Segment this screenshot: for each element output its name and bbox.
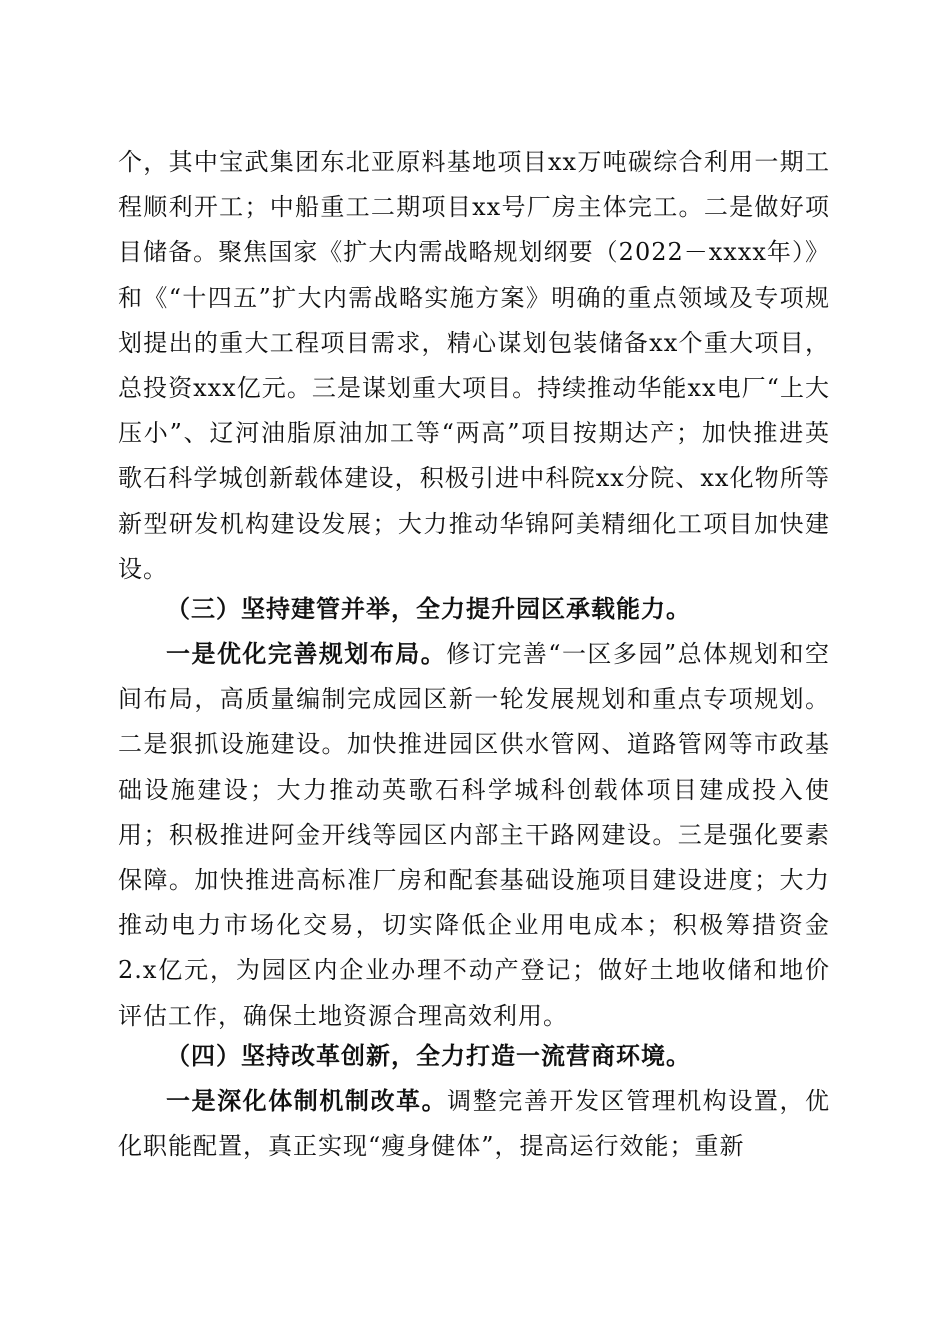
paragraph-body-text: 调整完善开发区管理机构设置，优化职能配置，真正实现“瘦身健体”，提高运行效能；重新 bbox=[118, 1087, 831, 1161]
paragraph-park-capacity bbox=[118, 632, 830, 1039]
section-heading-3: （三）坚持建管并举，全力提升园区承载能力。 bbox=[166, 595, 691, 623]
paragraph-body-text: 修订完善“一区多园”总体规划和空间布局，高质量编制完成园区新一轮发展规划和重点专项规划。二是狠抓设施建设。加快推进园区供水管网、道路管网等市政基础设施建设；大力推动英歌石科学城科创载体项目建成投入使用；积极推进阿金开线等园区内部主干路网建设。三是强化要素保障。加快推进高标准厂房和配套基础设施项目建设进度；大力推动电力市场化交易，切实降低企业用电成本；积极筹措资金2.x亿元，为园区内企业办理不动产登记；做好土地收储和地价评估工作，确保土地资源合理高效利用。 bbox=[118, 640, 831, 1030]
paragraph-lead-text: 一是优化完善规划布局。 bbox=[166, 640, 447, 668]
paragraph-lead-text: 一是深化体制机制改革。 bbox=[166, 1087, 448, 1115]
section-heading-4: （四）坚持改革创新，全力打造一流营商环境。 bbox=[166, 1042, 691, 1070]
paragraph-projects: 个，其中宝武集团东北亚原料基地项目xx万吨碳综合利用一期工程顺利开工；中船重工二期项目xx号厂房主体完工。二是做好项目储备。聚焦国家《扩大内需战略规划纲要（2022－xxxx年）》和《“十四五”扩大内需战略实施方案》明确的重点领域及专项规划提出的重大工程项目需求，精心谋划包装储备xx个重大项目，总投资xxx亿元。三是谋划重大项目。持续推动华能xx电厂“上大压小”、辽河油脂原油加工等“两高”项目按期达产；加快推进英歌石科学城创新载体建设，积极引进中科院xx分院、xx化物所等新型研发机构建设发展；大力推动华锦阿美精细化工项目加快建设。 bbox=[118, 148, 830, 583]
paragraph-reform bbox=[118, 1079, 830, 1169]
